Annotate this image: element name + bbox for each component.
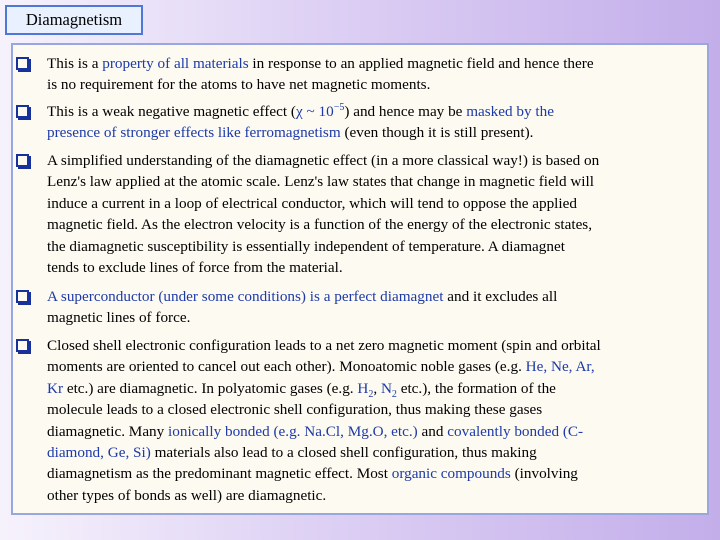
highlighted-text: property of all materials: [102, 55, 249, 72]
text-line: [47, 335, 702, 356]
bullet-lenz-law: [13, 150, 707, 278]
text-line: [47, 356, 702, 377]
content-panel: [11, 43, 709, 515]
text-line: [47, 485, 702, 506]
text-segment: tends to exclude lines of force from the material.: [47, 259, 343, 277]
bullet-checkbox-icon: [16, 57, 29, 70]
text-line: [47, 378, 702, 399]
text-line: [47, 214, 702, 235]
text-line: [47, 442, 702, 463]
text-line: [47, 257, 702, 278]
text-line: [47, 101, 702, 122]
text-line: [47, 53, 702, 74]
text-segment: This is a: [47, 55, 103, 72]
highlighted-text: ionically bonded (e.g. Na.Cl, Mg.O, etc.): [168, 422, 418, 440]
highlighted-text: 2: [391, 388, 397, 400]
text-line: [47, 150, 702, 171]
text-segment: diamagnetic. Many: [47, 422, 169, 440]
bullet-checkbox-icon: [16, 339, 29, 352]
text-line: [47, 171, 702, 192]
text-segment: A simplified understanding of the diamagnetic effect (in a more classical way!) is based on: [47, 152, 600, 169]
text-segment: diamagnetism as the predominant magnetic effect. Most: [47, 465, 392, 483]
highlighted-text: N: [380, 379, 392, 397]
bullet-checkbox-icon: [16, 105, 29, 118]
bullet-text: [47, 335, 702, 506]
highlighted-text: masked by the: [466, 103, 554, 120]
text-segment: the diamagnetic susceptibility is essentially independent of temperature. A diamagnet: [47, 237, 565, 255]
bullet-text: [47, 53, 702, 96]
highlighted-text: presence of stronger effects like ferromagnetism: [47, 124, 341, 142]
text-segment: etc.), the formation of the: [396, 379, 556, 397]
slide-title: Diamagnetism: [5, 5, 143, 35]
highlighted-text: covalently bonded (C-: [447, 422, 584, 440]
highlighted-text: 2: [368, 388, 374, 400]
text-segment: and: [417, 422, 448, 440]
text-line: [47, 307, 702, 328]
text-segment: magnetic field. As the electron velocity is a function of the energy of the electronic states,: [47, 216, 593, 234]
bullet-checkbox-icon: [16, 290, 29, 303]
text-line: [47, 122, 702, 143]
highlighted-text: H: [357, 379, 369, 397]
text-segment: other types of bonds as well) are diamagnetic.: [47, 486, 327, 504]
text-line: [47, 399, 702, 420]
bullet-closed-shell: [13, 335, 707, 506]
bullet-property-of-all-materials: [13, 53, 707, 96]
bullet-text: [47, 150, 702, 278]
text-segment: in response to an applied magnetic field and hence there: [248, 55, 594, 72]
highlighted-text: organic compounds: [391, 465, 511, 483]
bullet-checkbox-icon: [16, 154, 29, 167]
text-segment: (involving: [510, 465, 578, 483]
highlighted-text: −5: [333, 101, 345, 113]
text-segment: etc.) are diamagnetic. In polyatomic gases (e.g.: [63, 379, 358, 397]
text-segment: is no requirement for the atoms to have net magnetic moments.: [47, 76, 431, 94]
bullet-text: [47, 101, 702, 144]
text-line: [47, 193, 702, 214]
highlighted-text: He, Ne, Ar,: [525, 358, 595, 376]
highlighted-text: diamond, Ge, Si): [47, 444, 151, 462]
text-segment: materials also lead to a closed shell configuration, thus making: [150, 444, 537, 462]
text-line: [47, 463, 702, 484]
text-segment: induce a current in a loop of electrical conductor, which will tend to oppose the applied: [47, 194, 577, 212]
text-segment: ) and hence may be: [344, 103, 467, 120]
text-segment: ,: [373, 379, 381, 397]
text-segment: Closed shell electronic configuration leads to a net zero magnetic moment (spin and orbital: [47, 337, 601, 354]
highlighted-text: χ ~ 10: [295, 103, 334, 120]
highlighted-text: A superconductor (under some conditions) is a perfect diamagnet: [47, 288, 444, 305]
bullet-superconductor: [13, 286, 707, 329]
text-segment: This is a weak negative magnetic effect (: [47, 103, 296, 120]
text-segment: and it excludes all: [443, 288, 558, 305]
text-line: [47, 286, 702, 307]
text-line: [47, 236, 702, 257]
text-line: [47, 421, 702, 442]
text-segment: magnetic lines of force.: [47, 309, 191, 327]
bullet-text: [47, 286, 702, 329]
text-segment: Lenz's law applied at the atomic scale. Lenz's law states that change in magnetic field will: [47, 173, 594, 191]
text-segment: molecule leads to a closed electronic shell configuration, thus making these gases: [47, 401, 543, 419]
text-segment: (even though it is still present).: [340, 124, 534, 142]
bullet-weak-negative-effect: [13, 101, 707, 144]
highlighted-text: Kr: [47, 379, 64, 397]
text-line: [47, 74, 702, 95]
text-segment: moments are oriented to cancel out each other). Monoatomic noble gases (e.g.: [47, 358, 526, 376]
